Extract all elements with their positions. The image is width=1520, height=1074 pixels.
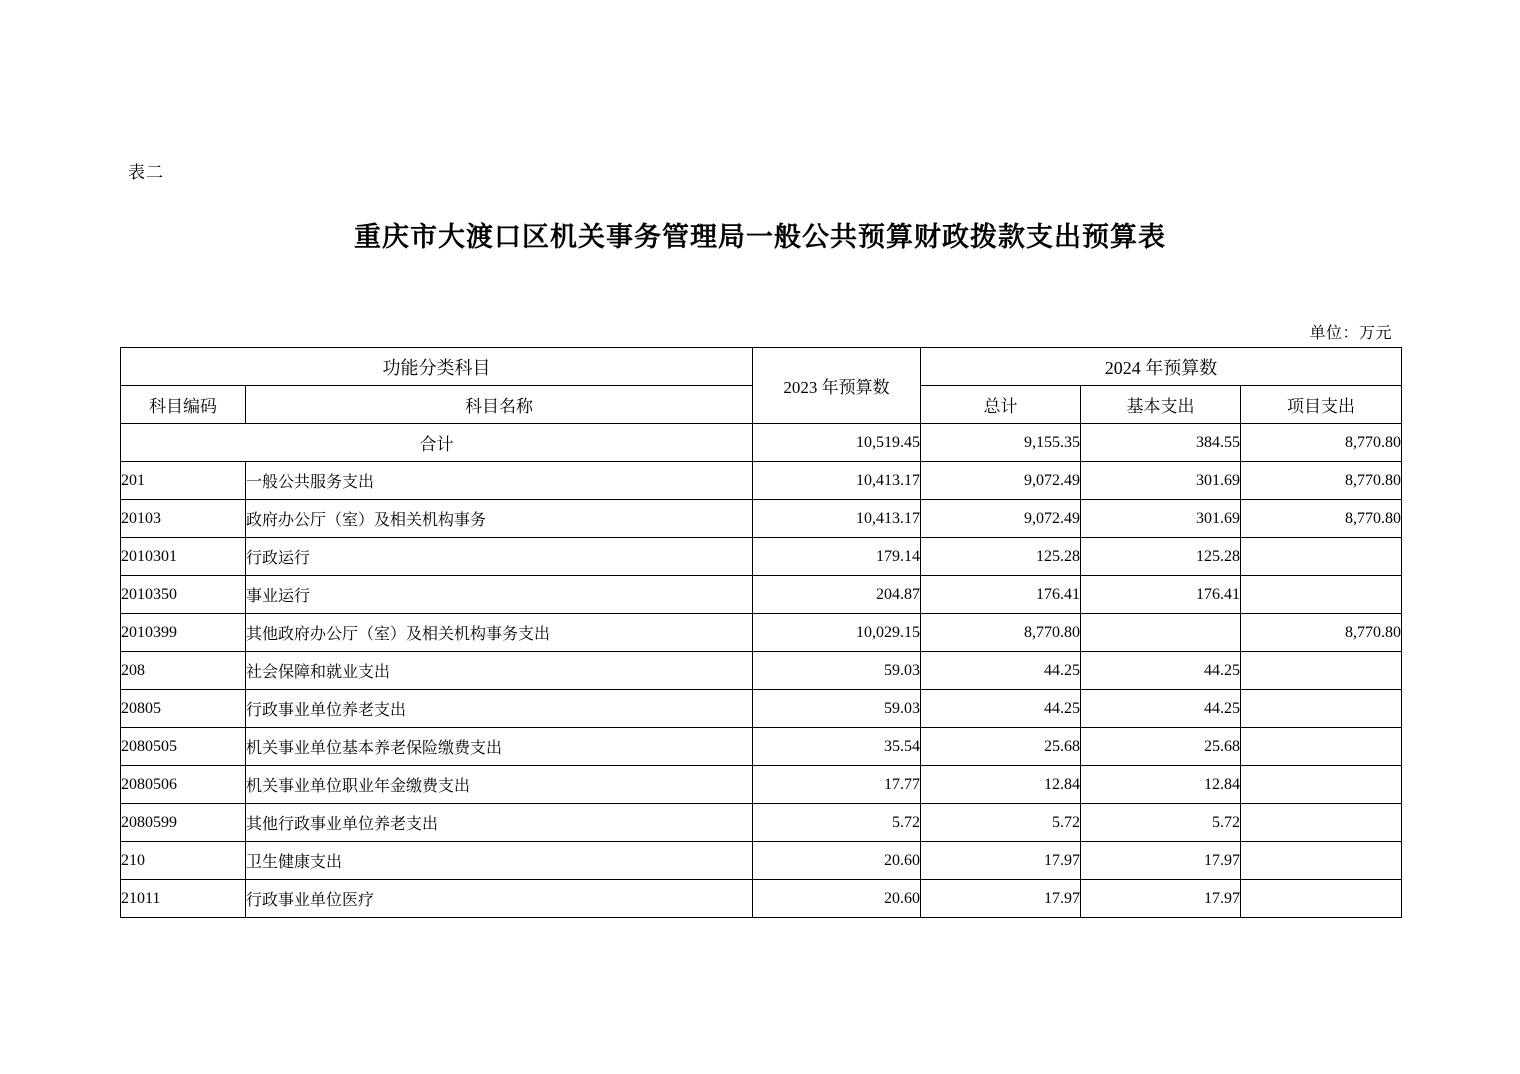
row-value-project — [1241, 728, 1402, 766]
row-subject-code: 210 — [121, 842, 246, 880]
header-function-group: 功能分类科目 — [121, 348, 753, 386]
header-year-2024-group: 2024 年预算数 — [921, 348, 1402, 386]
row-subject-code: 20103 — [121, 500, 246, 538]
row-subject-code: 21011 — [121, 880, 246, 918]
row-value-y2023: 10,029.15 — [753, 614, 921, 652]
row-value-y2023: 204.87 — [753, 576, 921, 614]
row-value-total: 176.41 — [921, 576, 1081, 614]
row-value-y2023: 5.72 — [753, 804, 921, 842]
row-value-y2023: 20.60 — [753, 880, 921, 918]
row-value-project — [1241, 880, 1402, 918]
row-value-basic: 125.28 — [1081, 538, 1241, 576]
row-subject-name: 社会保障和就业支出 — [246, 652, 753, 690]
table-row — [121, 652, 1402, 690]
row-subject-name: 行政事业单位医疗 — [246, 880, 753, 918]
header-year-2023: 2023 年预算数 — [753, 348, 921, 424]
row-subject-code: 2010301 — [121, 538, 246, 576]
row-value-total: 17.97 — [921, 880, 1081, 918]
row-value-total: 9,072.49 — [921, 462, 1081, 500]
table-row — [121, 728, 1402, 766]
row-subject-name: 机关事业单位基本养老保险缴费支出 — [246, 728, 753, 766]
table-row — [121, 424, 1402, 462]
row-subject-name: 一般公共服务支出 — [246, 462, 753, 500]
row-value-basic: 44.25 — [1081, 690, 1241, 728]
row-value-y2023: 10,413.17 — [753, 500, 921, 538]
row-value-total: 12.84 — [921, 766, 1081, 804]
row-subject-name: 行政运行 — [246, 538, 753, 576]
row-subject-code: 201 — [121, 462, 246, 500]
row-value-y2023: 10,519.45 — [753, 424, 921, 462]
header-project-expenditure: 项目支出 — [1241, 386, 1402, 424]
row-value-project: 8,770.80 — [1241, 500, 1402, 538]
table-row — [121, 842, 1402, 880]
row-subject-name: 政府办公厅（室）及相关机构事务 — [246, 500, 753, 538]
row-value-project: 8,770.80 — [1241, 424, 1402, 462]
header-subject-name: 科目名称 — [246, 386, 753, 424]
row-subject-name: 机关事业单位职业年金缴费支出 — [246, 766, 753, 804]
header-subject-code: 科目编码 — [121, 386, 246, 424]
row-value-y2023: 59.03 — [753, 652, 921, 690]
row-value-y2023: 17.77 — [753, 766, 921, 804]
table-row — [121, 804, 1402, 842]
row-total-label: 合计 — [121, 424, 753, 462]
row-subject-name: 事业运行 — [246, 576, 753, 614]
row-value-y2023: 10,413.17 — [753, 462, 921, 500]
row-value-basic — [1081, 614, 1241, 652]
row-value-y2023: 179.14 — [753, 538, 921, 576]
row-value-project: 8,770.80 — [1241, 462, 1402, 500]
row-value-project — [1241, 842, 1402, 880]
row-value-y2023: 59.03 — [753, 690, 921, 728]
row-subject-code: 208 — [121, 652, 246, 690]
table-row — [121, 462, 1402, 500]
row-value-basic: 17.97 — [1081, 842, 1241, 880]
row-value-total: 8,770.80 — [921, 614, 1081, 652]
row-value-total: 44.25 — [921, 652, 1081, 690]
row-value-basic: 12.84 — [1081, 766, 1241, 804]
header-total: 总计 — [921, 386, 1081, 424]
row-subject-code: 2080599 — [121, 804, 246, 842]
row-value-basic: 17.97 — [1081, 880, 1241, 918]
header-row-top — [121, 348, 1402, 386]
row-subject-code: 2080505 — [121, 728, 246, 766]
row-subject-name: 其他行政事业单位养老支出 — [246, 804, 753, 842]
row-subject-name: 卫生健康支出 — [246, 842, 753, 880]
row-subject-name: 其他政府办公厅（室）及相关机构事务支出 — [246, 614, 753, 652]
row-value-basic: 5.72 — [1081, 804, 1241, 842]
table-row — [121, 614, 1402, 652]
row-value-project — [1241, 576, 1402, 614]
row-value-total: 9,072.49 — [921, 500, 1081, 538]
row-value-project — [1241, 766, 1402, 804]
table-row — [121, 576, 1402, 614]
row-value-basic: 44.25 — [1081, 652, 1241, 690]
row-value-project: 8,770.80 — [1241, 614, 1402, 652]
table-body — [121, 424, 1402, 918]
row-value-project — [1241, 804, 1402, 842]
row-value-project — [1241, 538, 1402, 576]
row-value-total: 17.97 — [921, 842, 1081, 880]
table-row — [121, 690, 1402, 728]
header-basic-expenditure: 基本支出 — [1081, 386, 1241, 424]
page-title: 重庆市大渡口区机关事务管理局一般公共预算财政拨款支出预算表 — [354, 222, 1166, 252]
row-value-project — [1241, 690, 1402, 728]
table-row — [121, 766, 1402, 804]
row-value-total: 125.28 — [921, 538, 1081, 576]
row-subject-code: 2080506 — [121, 766, 246, 804]
row-subject-name: 行政事业单位养老支出 — [246, 690, 753, 728]
row-subject-code: 2010399 — [121, 614, 246, 652]
row-value-total: 9,155.35 — [921, 424, 1081, 462]
table-row — [121, 500, 1402, 538]
table-label: 表二 — [128, 163, 164, 182]
row-subject-code: 2010350 — [121, 576, 246, 614]
row-value-project — [1241, 652, 1402, 690]
table-row — [121, 880, 1402, 918]
row-value-y2023: 20.60 — [753, 842, 921, 880]
table-row — [121, 538, 1402, 576]
row-value-basic: 25.68 — [1081, 728, 1241, 766]
row-subject-code: 20805 — [121, 690, 246, 728]
row-value-basic: 301.69 — [1081, 462, 1241, 500]
row-value-total: 25.68 — [921, 728, 1081, 766]
row-value-basic: 301.69 — [1081, 500, 1241, 538]
row-value-basic: 176.41 — [1081, 576, 1241, 614]
table-header — [121, 348, 1402, 424]
unit-note: 单位：万元 — [1309, 325, 1392, 342]
budget-table — [120, 347, 1402, 918]
row-value-total: 44.25 — [921, 690, 1081, 728]
row-value-total: 5.72 — [921, 804, 1081, 842]
row-value-y2023: 35.54 — [753, 728, 921, 766]
row-value-basic: 384.55 — [1081, 424, 1241, 462]
